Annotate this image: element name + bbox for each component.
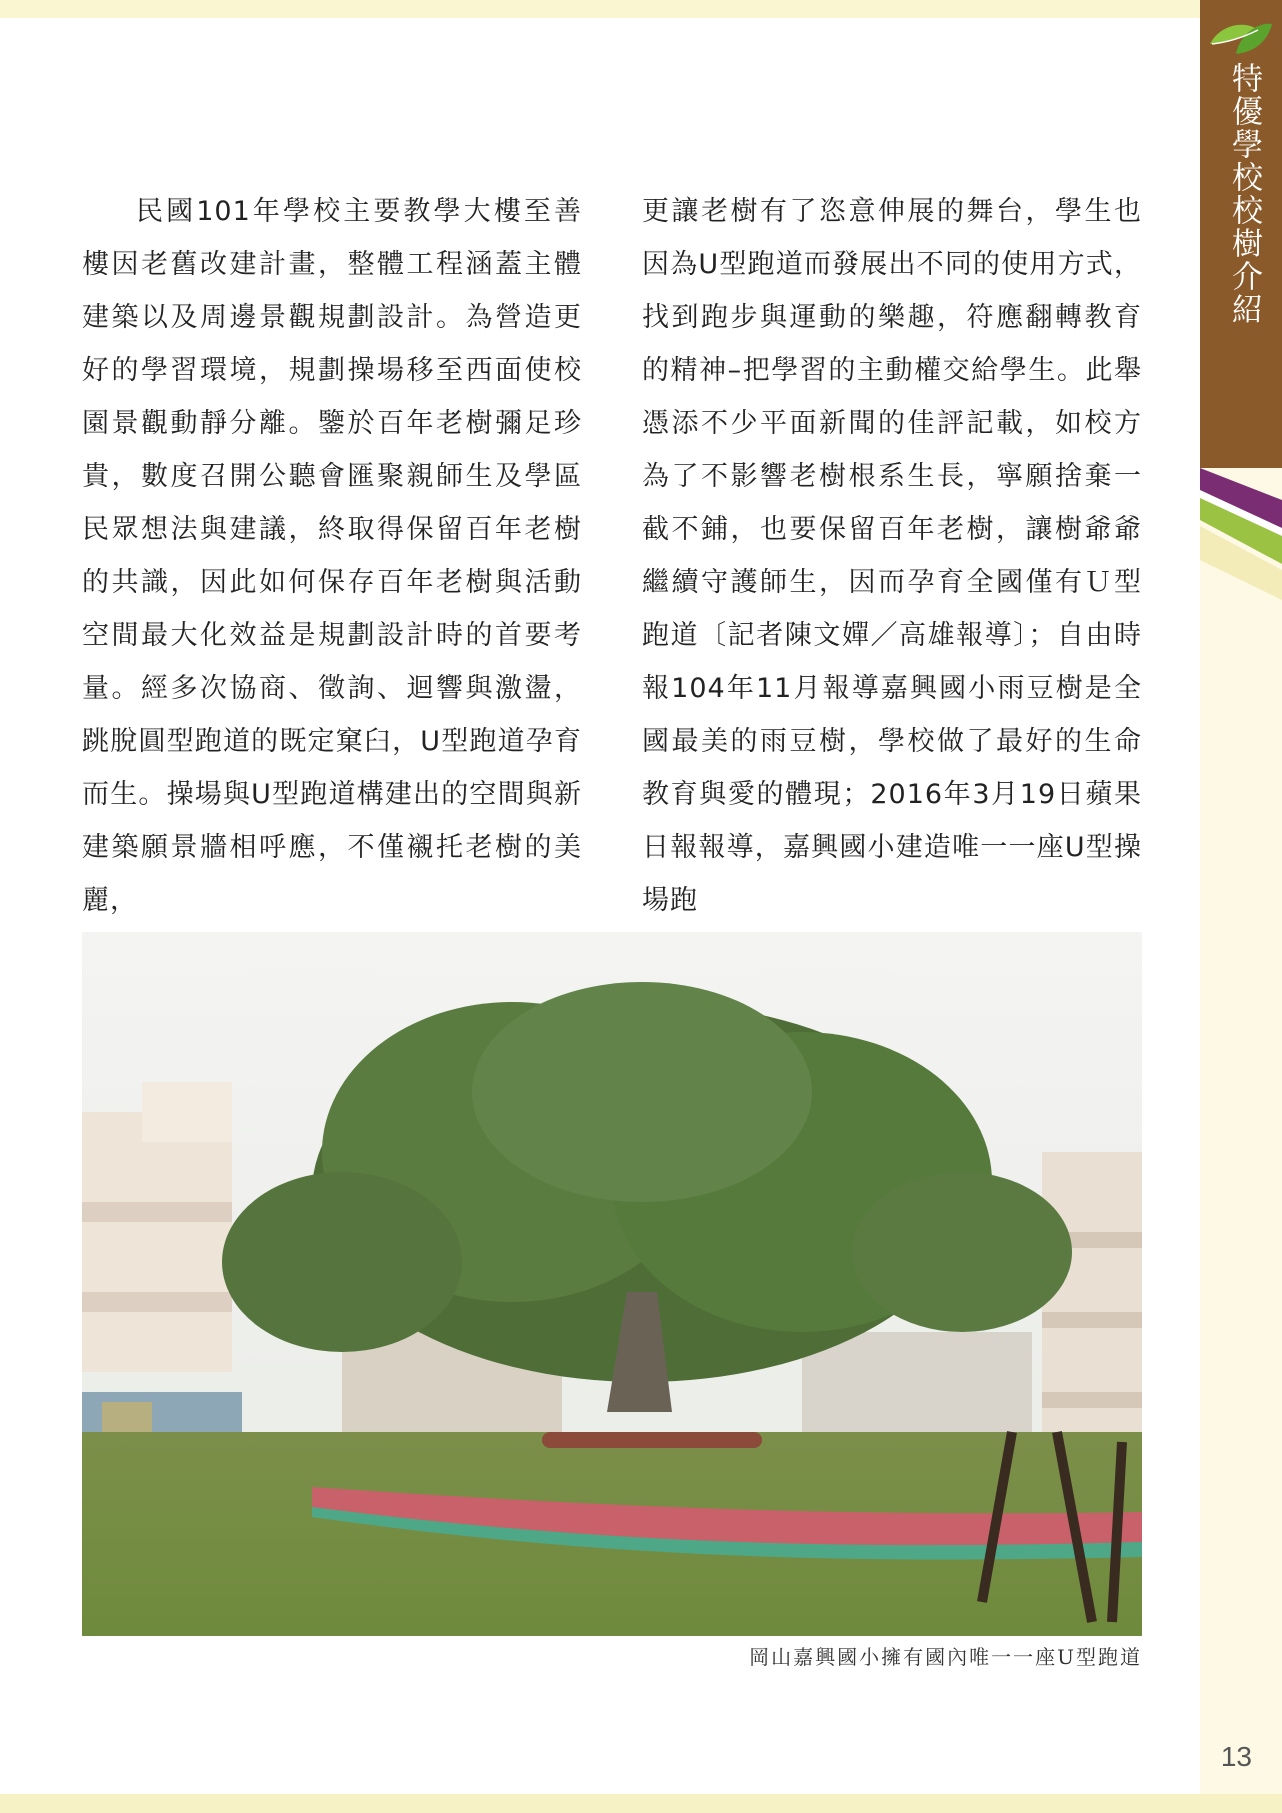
leaf-icon: [1206, 14, 1276, 60]
article-left-column: 民國101年學校主要教學大樓至善樓因老舊改建計畫，整體工程涵蓋主體建築以及周邊景觀規劃設計。為營造更好的學習環境，規劃操場移至西面使校園景觀動靜分離。鑒於百年老樹彌足珍貴，數度召開公聽會匯聚親師生及學區民眾想法與建議，終取得保留百年老樹的共識，因此如何保存百年老樹與活動空間最大化效益是規劃設計時的首要考量。經多次協商、徵詢、迴響與激盪，跳脫圓型跑道的既定窠臼，U型跑道孕育而生。操場與U型跑道構建出的空間與新建築願景牆相呼應，不僅襯托老樹的美麗，: [82, 196, 582, 916]
section-tab-title: 特優學校校樹介紹: [1226, 62, 1262, 326]
article-right-column: 更讓老樹有了恣意伸展的舞台，學生也因為U型跑道而發展出不同的使用方式，找到跑步與運動的樂趣，符應翻轉教育的精神–把學習的主動權交給學生。此舉憑添不少平面新聞的佳評記載，如校方為了不影響老樹根系生長，寧願捨棄一截不鋪，也要保留百年老樹，讓樹爺爺繼續守護師生，因而孕育全國僅有Ｕ型跑道〔記者陳文嬋／高雄報導〕；自由時報104年11月報導嘉興國小雨豆樹是全國最美的雨豆樹，學校做了最好的生命教育與愛的體現；2016年3月19日蘋果日報報導，嘉興國小建造唯一一座U型操場跑: [642, 196, 1142, 916]
decorative-stripes: [1190, 440, 1282, 600]
photo-caption: 岡山嘉興國小擁有國內唯一一座U型跑道: [749, 1645, 1142, 1669]
rain-tree-photo: [82, 932, 1142, 1636]
bottom-margin-band: [0, 1794, 1282, 1813]
page-number: 13: [1220, 1741, 1252, 1772]
top-margin-band: [0, 0, 1282, 18]
